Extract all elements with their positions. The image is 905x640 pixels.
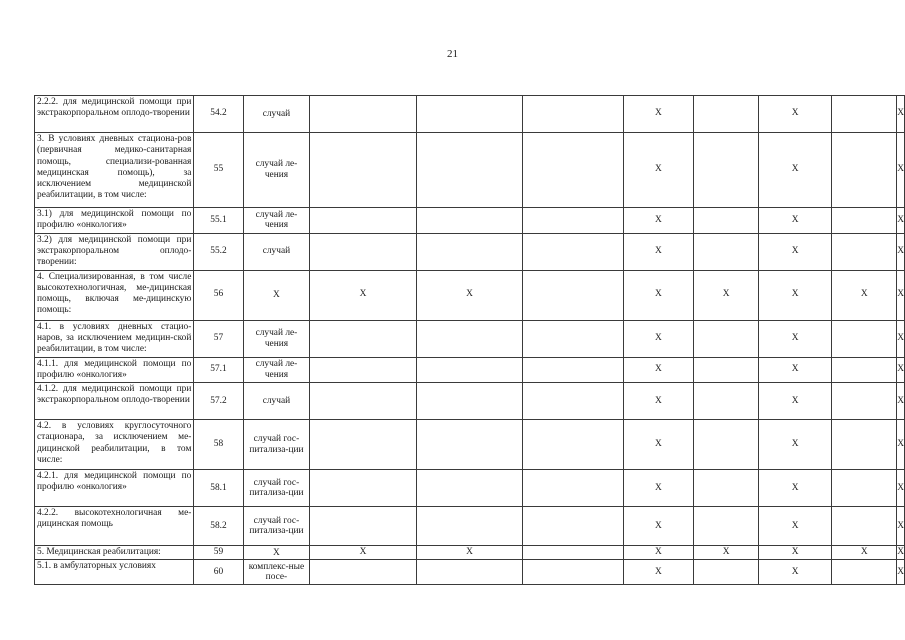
row-cell-col-9: Х xyxy=(759,208,832,234)
table-row xyxy=(35,546,905,560)
row-cell-col-10: Х xyxy=(832,270,897,320)
row-code: 55.2 xyxy=(194,233,243,270)
row-cell-col-11: Х xyxy=(897,96,905,133)
row-cell-col-4 xyxy=(310,470,416,507)
row-cell-col-9: Х xyxy=(759,320,832,357)
row-code: 58.1 xyxy=(194,470,243,507)
row-cell-col-6 xyxy=(523,546,623,560)
row-cell-col-5 xyxy=(416,233,522,270)
row-cell-col-11: Х xyxy=(897,233,905,270)
row-cell-col-6 xyxy=(523,208,623,234)
row-cell-col-6 xyxy=(523,420,623,470)
row-cell-col-8 xyxy=(694,208,759,234)
page-number: 21 xyxy=(447,48,458,60)
row-unit: Х xyxy=(243,270,310,320)
row-cell-col-7: Х xyxy=(623,560,694,585)
row-code: 60 xyxy=(194,560,243,585)
row-cell-col-10 xyxy=(832,420,897,470)
row-cell-col-5 xyxy=(416,96,522,133)
table-row xyxy=(35,507,905,546)
row-label: 4.1. в условиях дневных стацио-наров, за исключением медицин-ской реабилитации, в том числе: xyxy=(35,320,194,357)
table-row xyxy=(35,420,905,470)
row-cell-col-7: Х xyxy=(623,357,694,383)
row-code: 56 xyxy=(194,270,243,320)
row-cell-col-4 xyxy=(310,96,416,133)
row-cell-col-9: Х xyxy=(759,357,832,383)
row-cell-col-7: Х xyxy=(623,546,694,560)
row-label: 4.2.2. высокотехнологичная ме-дицинская помощь xyxy=(35,507,194,546)
row-cell-col-5 xyxy=(416,560,522,585)
row-cell-col-4: Х xyxy=(310,270,416,320)
row-cell-col-8: Х xyxy=(694,546,759,560)
row-cell-col-6 xyxy=(523,270,623,320)
row-cell-col-5 xyxy=(416,133,522,208)
row-cell-col-4 xyxy=(310,233,416,270)
row-cell-col-11: Х xyxy=(897,208,905,234)
row-cell-col-4 xyxy=(310,420,416,470)
table-row xyxy=(35,270,905,320)
row-cell-col-6 xyxy=(523,507,623,546)
row-cell-col-10 xyxy=(832,357,897,383)
row-cell-col-11: Х xyxy=(897,507,905,546)
row-cell-col-10 xyxy=(832,470,897,507)
row-cell-col-10 xyxy=(832,96,897,133)
row-cell-col-11: Х xyxy=(897,383,905,420)
row-cell-col-9: Х xyxy=(759,270,832,320)
row-cell-col-9: Х xyxy=(759,96,832,133)
table-row xyxy=(35,383,905,420)
row-cell-col-8 xyxy=(694,507,759,546)
row-cell-col-10 xyxy=(832,383,897,420)
row-label: 3.1) для медицинской помощи по профилю «онкология» xyxy=(35,208,194,234)
row-cell-col-11: Х xyxy=(897,546,905,560)
row-code: 57 xyxy=(194,320,243,357)
row-unit: случай гос-питализа-ции xyxy=(243,470,310,507)
row-unit: случай xyxy=(243,233,310,270)
row-code: 57.1 xyxy=(194,357,243,383)
row-cell-col-11: Х xyxy=(897,357,905,383)
row-code: 58.2 xyxy=(194,507,243,546)
row-cell-col-5 xyxy=(416,320,522,357)
row-cell-col-7: Х xyxy=(623,320,694,357)
row-unit: комплекс-ные посе- xyxy=(243,560,310,585)
row-cell-col-11: Х xyxy=(897,133,905,208)
row-code: 57.2 xyxy=(194,383,243,420)
row-label: 4.2.1. для медицинской помощи по профилю «онкология» xyxy=(35,470,194,507)
row-code: 54.2 xyxy=(194,96,243,133)
row-cell-col-7: Х xyxy=(623,420,694,470)
row-cell-col-8 xyxy=(694,560,759,585)
row-cell-col-4 xyxy=(310,208,416,234)
row-cell-col-7: Х xyxy=(623,233,694,270)
row-cell-col-11: Х xyxy=(897,560,905,585)
row-cell-col-9: Х xyxy=(759,507,832,546)
row-cell-col-11: Х xyxy=(897,470,905,507)
table-row xyxy=(35,208,905,234)
row-cell-col-8 xyxy=(694,420,759,470)
row-cell-col-10 xyxy=(832,208,897,234)
row-cell-col-11: Х xyxy=(897,320,905,357)
row-cell-col-8 xyxy=(694,470,759,507)
table-row xyxy=(35,233,905,270)
row-cell-col-4 xyxy=(310,357,416,383)
row-cell-col-7: Х xyxy=(623,208,694,234)
row-cell-col-8: Х xyxy=(694,270,759,320)
row-cell-col-9: Х xyxy=(759,233,832,270)
table-row xyxy=(35,470,905,507)
row-cell-col-9: Х xyxy=(759,383,832,420)
row-cell-col-7: Х xyxy=(623,133,694,208)
row-label: 2.2.2. для медицинской помощи при экстракорпоральном оплодо-творении xyxy=(35,96,194,133)
row-code: 59 xyxy=(194,546,243,560)
row-cell-col-10 xyxy=(832,560,897,585)
row-unit: случай гос-питализа-ции xyxy=(243,507,310,546)
row-cell-col-6 xyxy=(523,357,623,383)
row-unit: случай ле-чения xyxy=(243,357,310,383)
row-cell-col-6 xyxy=(523,383,623,420)
row-unit: случай ле-чения xyxy=(243,133,310,208)
table-body xyxy=(35,96,905,585)
row-label: 4.1.1. для медицинской помощи по профилю «онкология» xyxy=(35,357,194,383)
row-cell-col-10: Х xyxy=(832,546,897,560)
row-label: 4. Специализированная, в том числе высокотехнологичная, ме-дицинская помощь, включая ме-дицинскую помощь: xyxy=(35,270,194,320)
row-cell-col-9: Х xyxy=(759,133,832,208)
row-cell-col-8 xyxy=(694,383,759,420)
row-cell-col-8 xyxy=(694,233,759,270)
row-label: 3. В условиях дневных стациона-ров (первичная медико-санитарная помощь, специализи-рованная медицинская помощь), за исключением медицинской реабилитации, в том числе: xyxy=(35,133,194,208)
row-cell-col-8 xyxy=(694,96,759,133)
row-code: 55 xyxy=(194,133,243,208)
row-cell-col-4: Х xyxy=(310,546,416,560)
row-label: 4.2. в условиях круглосуточного стационара, за исключением ме-дицинской реабилитации, в том числе: xyxy=(35,420,194,470)
row-cell-col-7: Х xyxy=(623,470,694,507)
row-cell-col-6 xyxy=(523,233,623,270)
row-cell-col-4 xyxy=(310,133,416,208)
row-cell-col-9: Х xyxy=(759,470,832,507)
row-unit: случай гос-питализа-ции xyxy=(243,420,310,470)
data-table-wrapper xyxy=(34,95,905,585)
row-cell-col-10 xyxy=(832,320,897,357)
row-cell-col-4 xyxy=(310,560,416,585)
table-row xyxy=(35,96,905,133)
row-unit: случай xyxy=(243,383,310,420)
row-unit: случай ле-чения xyxy=(243,208,310,234)
row-cell-col-8 xyxy=(694,357,759,383)
row-cell-col-11: Х xyxy=(897,420,905,470)
row-cell-col-5 xyxy=(416,383,522,420)
row-cell-col-4 xyxy=(310,383,416,420)
row-cell-col-6 xyxy=(523,320,623,357)
row-cell-col-5 xyxy=(416,357,522,383)
data-table xyxy=(34,95,905,585)
row-unit: случай ле-чения xyxy=(243,320,310,357)
row-cell-col-7: Х xyxy=(623,383,694,420)
row-cell-col-9: Х xyxy=(759,560,832,585)
row-code: 58 xyxy=(194,420,243,470)
row-cell-col-5: Х xyxy=(416,546,522,560)
row-cell-col-5: Х xyxy=(416,270,522,320)
row-label: 5.1. в амбулаторных условиях xyxy=(35,560,194,585)
table-row xyxy=(35,357,905,383)
row-unit: случай xyxy=(243,96,310,133)
row-label: 5. Медицинская реабилитация: xyxy=(35,546,194,560)
row-cell-col-8 xyxy=(694,320,759,357)
row-label: 3.2) для медицинской помощи при экстракорпоральном оплодо-творении: xyxy=(35,233,194,270)
table-row xyxy=(35,133,905,208)
table-row xyxy=(35,560,905,585)
row-cell-col-10 xyxy=(832,507,897,546)
row-cell-col-6 xyxy=(523,96,623,133)
row-cell-col-10 xyxy=(832,133,897,208)
row-cell-col-5 xyxy=(416,208,522,234)
row-cell-col-6 xyxy=(523,560,623,585)
row-cell-col-11: Х xyxy=(897,270,905,320)
row-cell-col-8 xyxy=(694,133,759,208)
row-cell-col-5 xyxy=(416,507,522,546)
table-row xyxy=(35,320,905,357)
row-cell-col-7: Х xyxy=(623,270,694,320)
row-cell-col-5 xyxy=(416,420,522,470)
row-code: 55.1 xyxy=(194,208,243,234)
row-cell-col-9: Х xyxy=(759,546,832,560)
row-cell-col-4 xyxy=(310,507,416,546)
row-cell-col-4 xyxy=(310,320,416,357)
row-unit: Х xyxy=(243,546,310,560)
row-cell-col-5 xyxy=(416,470,522,507)
row-cell-col-6 xyxy=(523,470,623,507)
row-cell-col-9: Х xyxy=(759,420,832,470)
row-label: 4.1.2. для медицинской помощи при экстракорпоральном оплодо-творении xyxy=(35,383,194,420)
row-cell-col-10 xyxy=(832,233,897,270)
row-cell-col-7: Х xyxy=(623,507,694,546)
row-cell-col-6 xyxy=(523,133,623,208)
row-cell-col-7: Х xyxy=(623,96,694,133)
